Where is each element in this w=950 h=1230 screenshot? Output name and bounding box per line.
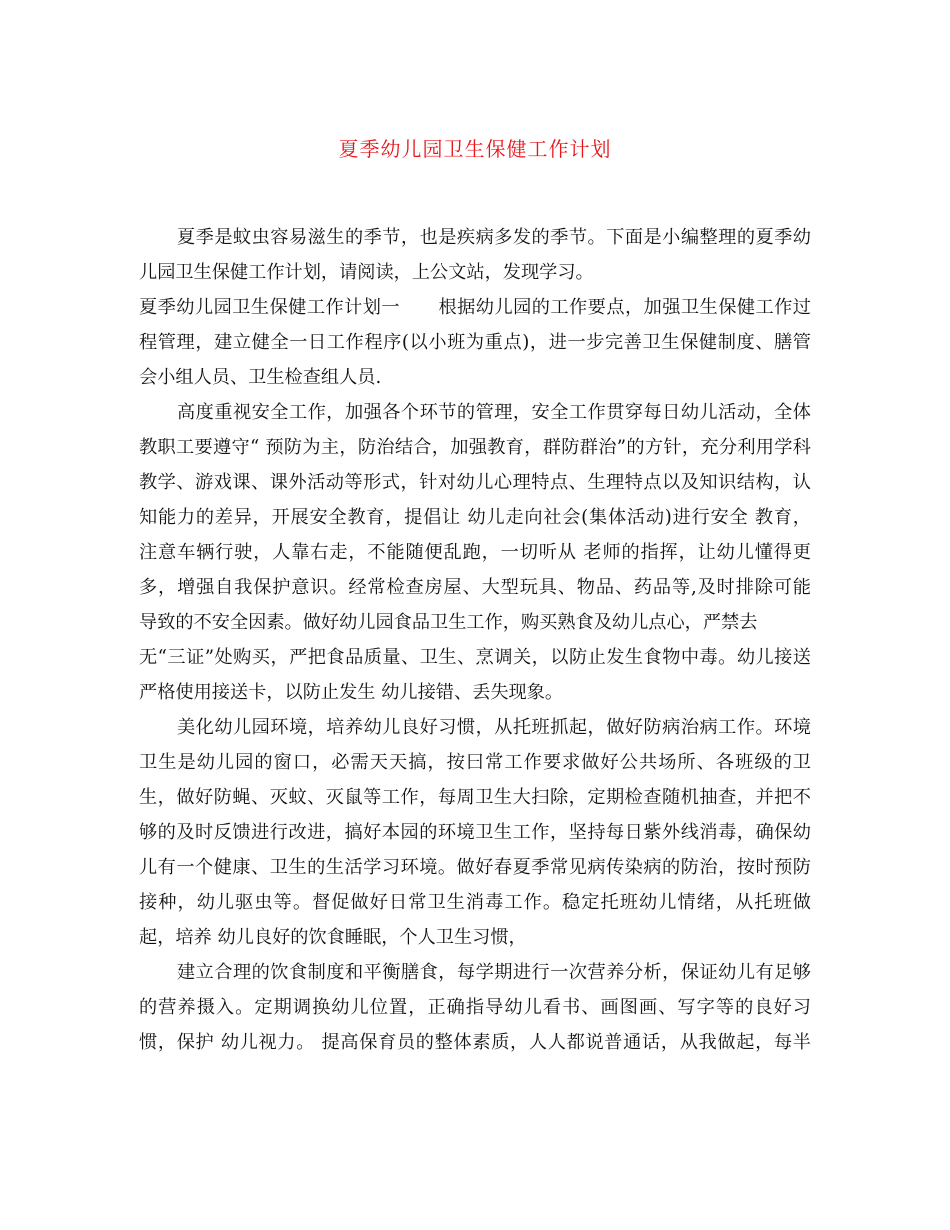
document-body — [139, 220, 811, 1060]
text-line: 教职工要遵守“ 预防为主，防治结合，加强教育，群防群治”的方针，充分利用学科 — [139, 437, 811, 458]
text-line-heading-combined — [139, 290, 811, 325]
text-line: 多，增强自我保护意识。经常检查房屋、大型玩具、物品、药品等,及时排除可能 — [139, 577, 811, 598]
text-line: 生，做好防蝇、灭蚊、灭鼠等工作，每周卫生大扫除，定期检查随机抽查，并把不 — [139, 787, 811, 808]
section-heading: 夏季幼儿园卫生保健工作计划一 — [139, 297, 401, 318]
text-line: 卫生是幼儿园的窗口，必需天天搞，按曰常工作要求做好公共场所、各班级的卫 — [139, 752, 811, 773]
text-line: 美化幼儿园环境，培养幼儿良好习惯，从托班抓起，做好防病治病工作。环境 — [177, 717, 811, 738]
text-line: 儿园卫生保健工作计划，请阅读，上公文站，发现学习。 — [139, 262, 594, 283]
text-line-segment: 根据幼儿园的工作要点，加强卫生保健工作过 — [438, 297, 811, 318]
text-line: 导致的不安全因素。做好幼儿园食品卫生工作，购买熟食及幼儿点心，严禁去 — [139, 612, 758, 633]
text-line: 够的及时反馈进行改进，搞好本园的环境卫生工作，坚持每日紫外线消毒，确保幼 — [139, 822, 811, 843]
text-line: 儿有一个健康、卫生的生活学习环境。做好春夏季常见病传染病的防治，按时预防 — [139, 857, 811, 878]
text-line: 知能力的差异，开展安全教育，提倡让 幼儿走向社会(集体活动)进行安全 教育， — [139, 507, 811, 528]
text-line: 严格使用接送卡，以防止发生 幼儿接错、丢失现象。 — [139, 682, 564, 703]
text-line: 接种，幼儿驱虫等。督促做好日常卫生消毒工作。稳定托班幼儿情绪，从托班做 — [139, 892, 811, 913]
text-line: 高度重视安全工作，加强各个环节的管理，安全工作贯穿每日幼儿活动，全体 — [177, 402, 811, 423]
text-line: 程管理，建立健全一日工作程序(以小班为重点)，进一步完善卫生保健制度、膳管 — [139, 332, 811, 353]
text-line: 夏季是蚊虫容易滋生的季节，也是疾病多发的季节。下面是小编整理的夏季幼 — [177, 227, 811, 248]
text-line: 教学、游戏课、课外活动等形式，针对幼儿心理特点、生理特点以及知识结构，认 — [139, 472, 811, 493]
document-title: 夏季幼儿园卫生保健工作计划 — [338, 137, 612, 161]
text-line: 无“三证”处购买，严把食品质量、卫生、烹调关，以防止发生食物中毒。幼儿接送 — [139, 647, 811, 668]
text-line: 注意车辆行驶，人靠右走，不能随便乱跑，一切听从 老师的指挥，让幼儿懂得更 — [139, 542, 811, 563]
text-line: 建立合理的饮食制度和平衡膳食，每学期进行一次营养分析，保证幼儿有足够 — [177, 962, 811, 983]
text-line: 的营养摄入。定期调换幼儿位置，正确指导幼儿看书、画图画、写字等的良好习 — [139, 997, 811, 1018]
text-line: 惯，保护 幼儿视力。 提高保育员的整体素质，人人都说普通话，从我做起，每半 — [139, 1032, 811, 1053]
text-line: 起，培养 幼儿良好的饮食睡眠，个人卫生习惯， — [139, 927, 527, 948]
text-line: 会小组人员、卫生检查组人员. — [139, 367, 382, 388]
